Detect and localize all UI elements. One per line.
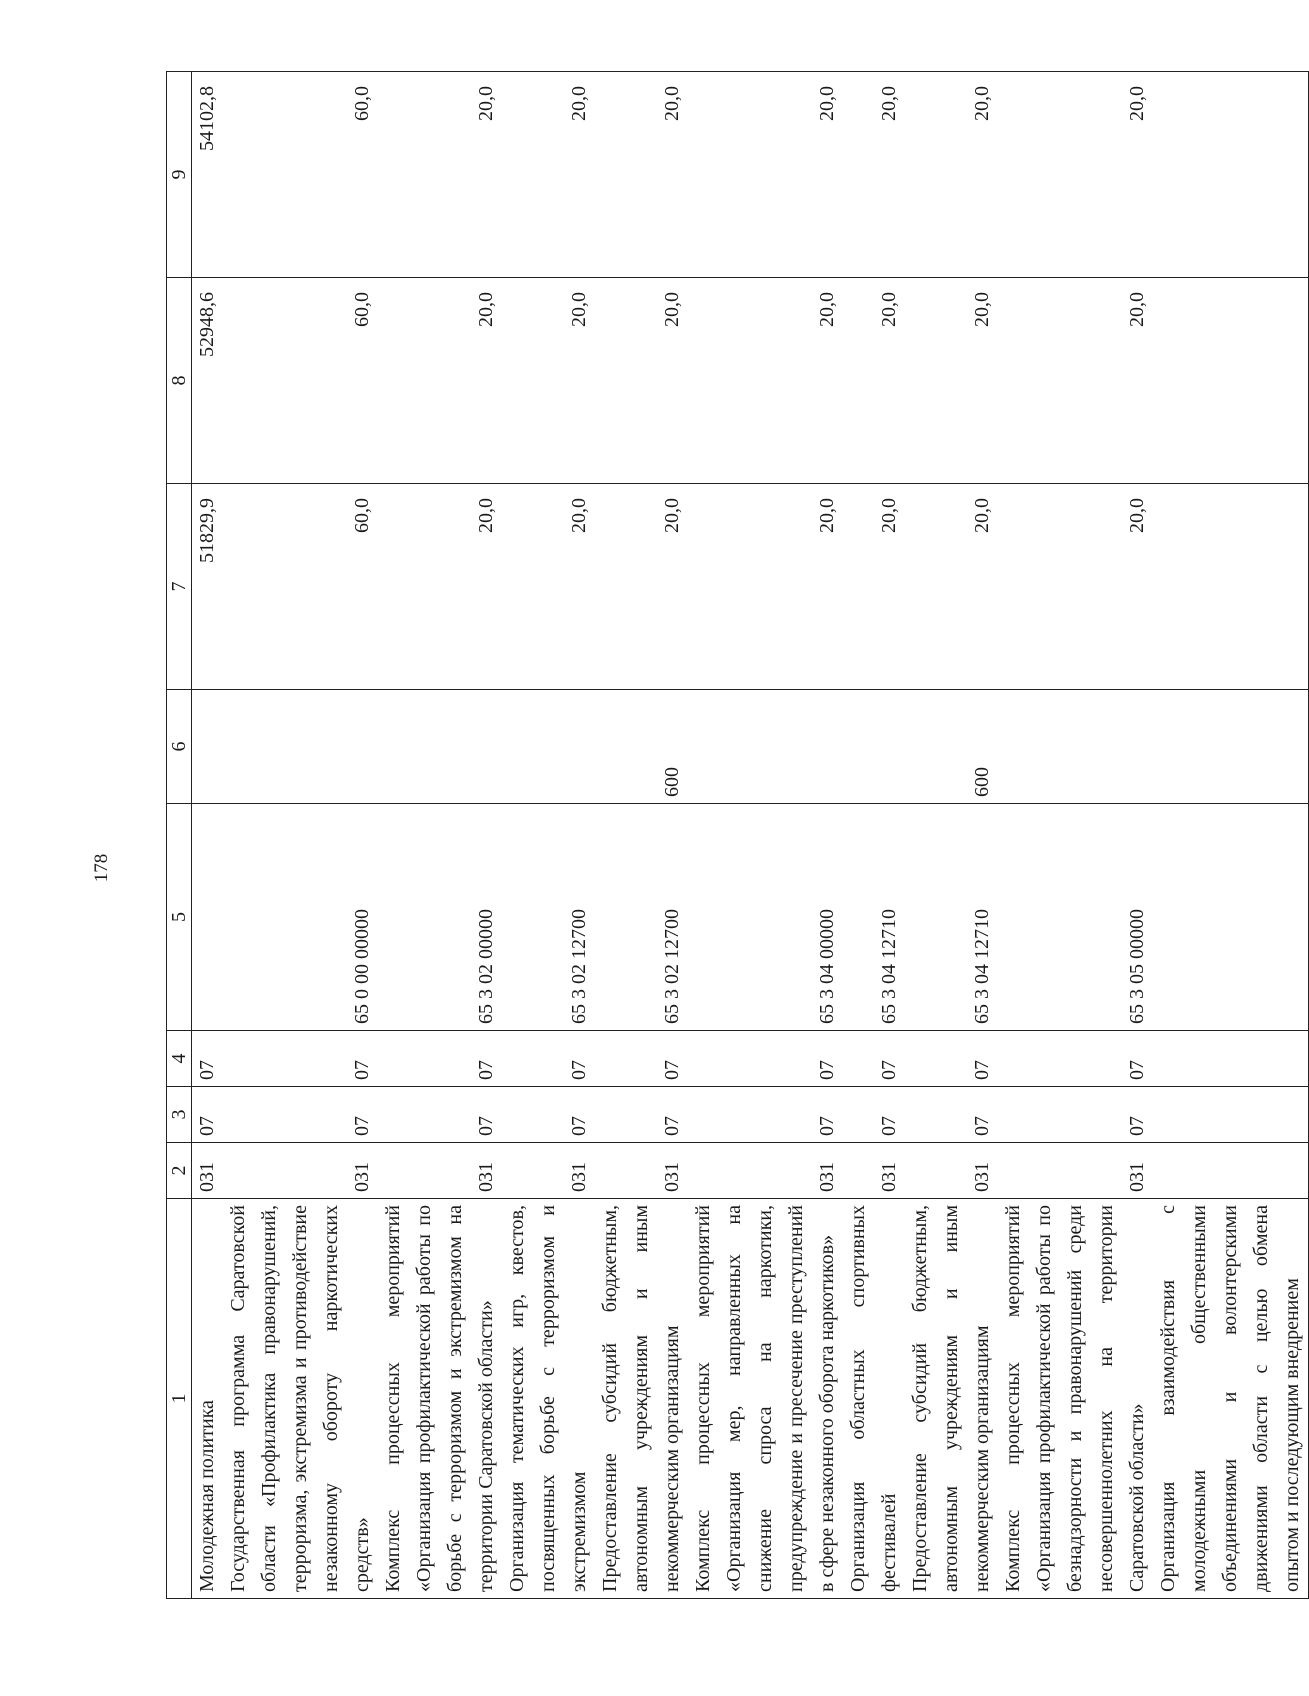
row-description: Молодежная политика [192,1199,224,1599]
row-expense-type [502,690,595,804]
row-amount-col8: 60,0 [223,278,378,484]
row-expense-type [223,690,378,804]
row-amount-col9: 20,0 [595,72,688,278]
row-section: 07 [502,1087,595,1143]
row-section: 07 [378,1087,502,1143]
row-ministry-code: 031 [192,1143,224,1199]
row-section [1153,1087,1309,1143]
row-expense-type [378,690,502,804]
row-amount-col7: 60,0 [223,484,378,690]
row-subsection [1153,1031,1309,1087]
row-description: Организация областных спортивных фестивалей [843,1199,905,1599]
row-ministry-code: 031 [595,1143,688,1199]
column-header: 1 [167,1199,192,1599]
row-section: 07 [223,1087,378,1143]
row-target-article: 65 3 04 12710 [905,804,998,1031]
table-row [843,72,905,1599]
budget-table-container [166,72,1303,1599]
row-ministry-code: 031 [843,1143,905,1199]
row-amount-col7: 20,0 [688,484,843,690]
table-row [998,72,1153,1599]
row-expense-type [192,690,224,804]
row-amount-col7 [1153,484,1309,690]
table-row [905,72,998,1599]
column-header: 4 [167,1031,192,1087]
table-row [595,72,688,1599]
row-amount-col9 [1153,72,1309,278]
row-subsection: 07 [688,1031,843,1087]
row-amount-col9: 20,0 [905,72,998,278]
row-ministry-code: 031 [688,1143,843,1199]
row-amount-col8: 20,0 [998,278,1153,484]
row-target-article: 65 3 04 12710 [843,804,905,1031]
row-subsection: 07 [595,1031,688,1087]
row-ministry-code: 031 [998,1143,1153,1199]
row-expense-type [1153,690,1309,804]
row-ministry-code: 031 [905,1143,998,1199]
column-header: 5 [167,804,192,1031]
table-row [223,72,378,1599]
row-amount-col7: 20,0 [502,484,595,690]
row-amount-col9: 20,0 [378,72,502,278]
row-description: Предоставление субсидий бюджетным, автономным учреждениям и иным некоммерческим организациям [905,1199,998,1599]
row-section: 07 [998,1087,1153,1143]
row-ministry-code [1153,1143,1309,1199]
row-amount-col7: 20,0 [378,484,502,690]
row-amount-col9: 20,0 [502,72,595,278]
table-row [1153,72,1309,1599]
column-header: 7 [167,484,192,690]
row-amount-col7: 20,0 [843,484,905,690]
row-amount-col7: 20,0 [595,484,688,690]
row-description: Организация взаимодействия с молодежными общественными объединениями и волонтерскими движениями области с целью обмена опытом и последующим внедрением [1153,1199,1309,1599]
row-description: Комплекс процессных мероприятий «Организация профилактической работы по безнадзорности и правонарушений среди несовершеннолетних на территории Саратовской области» [998,1199,1153,1599]
row-amount-col8: 52948,6 [192,278,224,484]
row-description: Государственная программа Саратовской области «Профилактика правонарушений, терроризма, экстремизма и противодействие незаконному обороту наркотических средств» [223,1199,378,1599]
table-body [192,72,1309,1599]
row-target-article: 65 3 05 00000 [998,804,1153,1031]
row-amount-col7: 20,0 [998,484,1153,690]
row-target-article: 65 3 04 00000 [688,804,843,1031]
row-subsection: 07 [905,1031,998,1087]
row-ministry-code: 031 [223,1143,378,1199]
row-amount-col9: 20,0 [998,72,1153,278]
row-amount-col8: 20,0 [688,278,843,484]
row-amount-col9: 20,0 [688,72,843,278]
row-description: Предоставление субсидий бюджетным, автономным учреждениям и иным некоммерческим организациям [595,1199,688,1599]
row-target-article [1153,804,1309,1031]
column-header: 6 [167,690,192,804]
row-amount-col9: 60,0 [223,72,378,278]
row-section: 07 [595,1087,688,1143]
table-row [688,72,843,1599]
row-amount-col7: 51829,9 [192,484,224,690]
row-section: 07 [843,1087,905,1143]
row-expense-type [688,690,843,804]
row-ministry-code: 031 [378,1143,502,1199]
row-amount-col8: 20,0 [595,278,688,484]
row-description: Организация тематических игр, квестов, посвященных борьбе с терроризмом и экстремизмом [502,1199,595,1599]
row-target-article: 65 3 02 12700 [502,804,595,1031]
column-header: 8 [167,278,192,484]
row-section: 07 [688,1087,843,1143]
row-target-article [192,804,224,1031]
row-expense-type: 600 [905,690,998,804]
row-amount-col9: 20,0 [843,72,905,278]
table-row [502,72,595,1599]
row-amount-col9: 54102,8 [192,72,224,278]
row-subsection: 07 [223,1031,378,1087]
table-row [192,72,224,1599]
row-section: 07 [905,1087,998,1143]
row-amount-col8 [1153,278,1309,484]
row-expense-type [843,690,905,804]
column-header: 3 [167,1087,192,1143]
page-number: 178 [91,853,112,883]
row-subsection: 07 [843,1031,905,1087]
row-amount-col8: 20,0 [502,278,595,484]
row-subsection: 07 [192,1031,224,1087]
row-subsection: 07 [502,1031,595,1087]
row-amount-col8: 20,0 [905,278,998,484]
row-amount-col7: 20,0 [905,484,998,690]
row-target-article: 65 3 02 00000 [378,804,502,1031]
row-amount-col8: 20,0 [843,278,905,484]
row-expense-type [998,690,1153,804]
budget-table [166,71,1309,1599]
row-target-article: 65 3 02 12700 [595,804,688,1031]
row-description: Комплекс процессных мероприятий «Организация профилактической работы по борьбе с терроризмом и экстремизмом на территории Саратовской области» [378,1199,502,1599]
row-target-article: 65 0 00 00000 [223,804,378,1031]
row-subsection: 07 [998,1031,1153,1087]
row-expense-type: 600 [595,690,688,804]
row-description: Комплекс процессных мероприятий «Организация мер, направленных на снижение спроса на наркотики, предупреждение и пресечение преступлений в сфере незаконного оборота наркотиков» [688,1199,843,1599]
table-row [378,72,502,1599]
row-amount-col8: 20,0 [378,278,502,484]
row-section: 07 [192,1087,224,1143]
column-header: 9 [167,72,192,278]
table-header-row [167,72,192,1599]
row-ministry-code: 031 [502,1143,595,1199]
column-header: 2 [167,1143,192,1199]
row-subsection: 07 [378,1031,502,1087]
